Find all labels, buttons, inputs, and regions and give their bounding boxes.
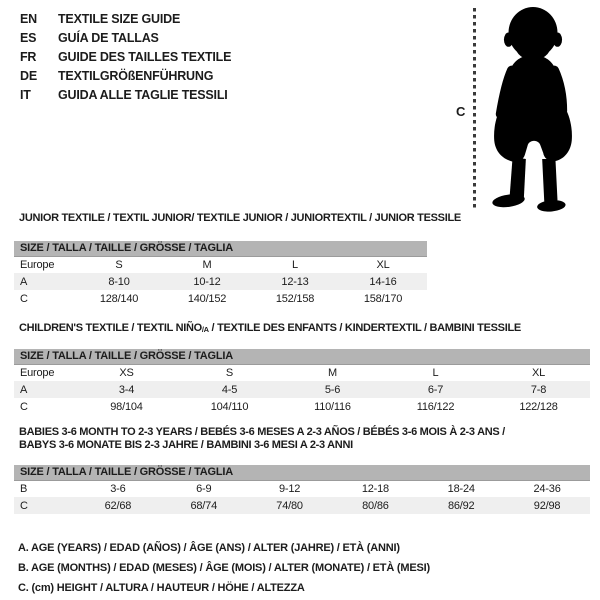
size-cell: 24-36	[533, 482, 561, 495]
size-cell: 122/128	[519, 400, 558, 413]
language-code: ES	[20, 31, 37, 45]
size-cell: S	[115, 258, 123, 271]
childrens-size-table	[14, 349, 590, 415]
section-childrens-title	[19, 322, 590, 336]
size-cell: 5-6	[281, 381, 384, 398]
row-label-cell: B	[20, 482, 28, 495]
language-label: GUIDA ALLE TAGLIE TESSILI	[58, 88, 228, 102]
size-cell: 104/110	[210, 400, 249, 413]
language-code: EN	[20, 12, 37, 26]
row-label-cell: C	[20, 400, 28, 413]
legend	[18, 538, 430, 598]
legend-line-b: B. AGE (MONTHS) / EDAD (MESES) / ÂGE (MOIS) / ALTER (MONATE) / ETÀ (MESI)	[18, 562, 430, 574]
row-label-cell: C	[20, 292, 28, 305]
title-subscript: /A	[201, 325, 209, 334]
size-cell: 3-4	[75, 381, 178, 398]
size-cell: 92/98	[504, 497, 590, 514]
size-header-bar: SIZE / TALLA / TAILLE / GRÖSSE / TAGLIA	[14, 465, 590, 480]
table-row	[14, 497, 590, 514]
size-header-bar: SIZE / TALLA / TAILLE / GRÖSSE / TAGLIA	[14, 241, 427, 256]
language-row-de	[20, 67, 231, 86]
table-row	[14, 364, 590, 381]
junior-size-table	[14, 241, 427, 307]
size-cell: S	[225, 366, 234, 379]
legend-line-a: A. AGE (YEARS) / EDAD (AÑOS) / ÂGE (ANS) / ALTER (JAHRE) / ETÀ (ANNI)	[18, 542, 400, 554]
size-cell: 12-13	[251, 273, 339, 290]
title-part: / TEXTILE DES ENFANTS / KINDERTEXTIL / BAMBINI TESSILE	[208, 322, 521, 334]
language-list	[20, 10, 231, 105]
language-row-fr	[20, 48, 231, 67]
size-cell: 110/116	[314, 400, 351, 413]
size-cell: 12-18	[361, 482, 389, 495]
size-cell: 116/122	[416, 400, 455, 413]
size-cell: XL	[531, 366, 546, 379]
height-figure	[450, 5, 595, 215]
language-row-es	[20, 29, 231, 48]
table-row	[14, 480, 590, 497]
size-cell: 4-5	[178, 381, 281, 398]
size-cell: 18-24	[447, 482, 475, 495]
row-label-cell: A	[14, 381, 75, 398]
size-cell: 6-7	[384, 381, 487, 398]
row-label-cell: C	[14, 497, 75, 514]
size-cell: 9-12	[278, 482, 301, 495]
size-cell: 8-10	[75, 273, 163, 290]
language-label: TEXTILGRÖßENFÜHRUNG	[58, 69, 214, 83]
language-code: FR	[20, 50, 37, 64]
language-label: TEXTILE SIZE GUIDE	[58, 12, 181, 26]
table-row	[14, 290, 427, 307]
title-part: CHILDREN'S TEXTILE / TEXTIL NIÑO	[19, 322, 202, 334]
size-cell: 158/170	[363, 292, 403, 305]
section-babies	[14, 426, 590, 514]
section-junior-title: JUNIOR TEXTILE / TEXTIL JUNIOR/ TEXTILE JUNIOR / JUNIORTEXTIL / JUNIOR TESSILE	[19, 212, 461, 224]
row-label-cell: A	[14, 273, 75, 290]
toddler-silhouette-icon	[482, 6, 584, 213]
size-cell: 152/158	[275, 292, 315, 305]
size-cell: XL	[376, 258, 390, 271]
size-cell: 10-12	[163, 273, 251, 290]
height-dashed-line-icon	[473, 8, 476, 210]
section-childrens	[14, 322, 590, 415]
size-cell: 98/104	[110, 400, 143, 413]
legend-line-c: C. (cm) HEIGHT / ALTURA / HAUTEUR / HÖHE / ALTEZZA	[18, 582, 305, 594]
section-junior	[14, 212, 461, 307]
language-row-it	[20, 86, 231, 105]
size-cell: 86/92	[418, 497, 504, 514]
section-babies-title-line2: BABYS 3-6 MONATE BIS 2-3 JAHRE / BAMBINI 3-6 MESI A 2-3 ANNI	[19, 439, 353, 451]
table-row	[14, 256, 427, 273]
table-row	[14, 381, 590, 398]
size-cell: 68/74	[161, 497, 247, 514]
size-cell: XS	[119, 366, 134, 379]
size-cell: 140/152	[187, 292, 227, 305]
table-row	[14, 398, 590, 415]
size-cell: M	[202, 258, 212, 271]
size-header-bar: SIZE / TALLA / TAILLE / GRÖSSE / TAGLIA	[14, 349, 590, 364]
babies-size-table	[14, 465, 590, 514]
size-cell: 6-9	[196, 482, 212, 495]
language-row-en	[20, 10, 231, 29]
size-cell: 62/68	[75, 497, 161, 514]
size-cell: 7-8	[487, 381, 590, 398]
size-cell: L	[432, 366, 439, 379]
row-label-cell: Europe	[20, 366, 55, 379]
size-cell: 3-6	[110, 482, 126, 495]
height-label-c: C	[456, 104, 466, 119]
size-cell: L	[292, 258, 298, 271]
size-cell: 14-16	[339, 273, 427, 290]
size-cell: 80/86	[332, 497, 418, 514]
size-cell: 74/80	[247, 497, 333, 514]
size-cell: 128/140	[99, 292, 139, 305]
section-babies-title-line1: BABIES 3-6 MONTH TO 2-3 YEARS / BEBÉS 3-6 MESES A 2-3 AÑOS / BÉBÉS 3-6 MOIS À 2-3 ANS /	[19, 426, 505, 438]
size-cell: M	[328, 366, 337, 379]
row-label-cell: Europe	[20, 258, 55, 271]
language-code: IT	[20, 88, 31, 102]
language-code: DE	[20, 69, 37, 83]
language-label: GUÍA DE TALLAS	[58, 31, 159, 45]
table-row	[14, 273, 427, 290]
language-label: GUIDE DES TAILLES TEXTILE	[58, 50, 232, 64]
